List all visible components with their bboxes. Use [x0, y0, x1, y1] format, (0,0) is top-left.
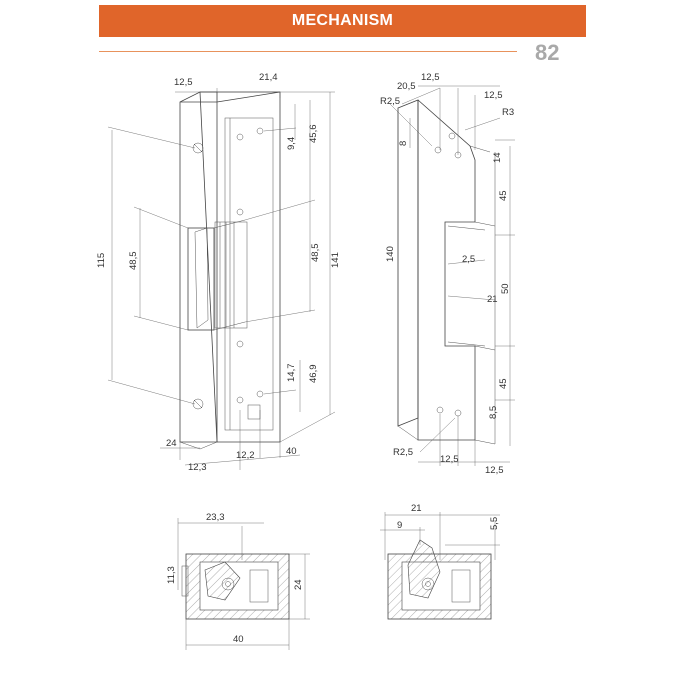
front-view — [108, 88, 335, 470]
dim-section-height-small: 5,5 — [489, 516, 500, 530]
dim-offset-14: 14 — [492, 152, 503, 163]
dim-keeper-height-left: 48,5 — [128, 251, 139, 270]
section-left — [178, 518, 310, 650]
dim-overall-height: 141 — [330, 252, 341, 268]
dim-side-top-a: 12,5 — [421, 72, 440, 83]
dim-slot-50: 50 — [500, 283, 511, 294]
dim-offset-8-5: 8,5 — [488, 405, 499, 419]
dim-top-width-left: 12,5 — [174, 77, 193, 88]
dim-bottom-total: 40 — [286, 446, 297, 457]
dim-side-top-b: 20,5 — [397, 81, 416, 92]
dim-section-height-left: 11,3 — [166, 566, 177, 584]
dim-slot-21: 21 — [487, 294, 498, 305]
dim-screw-span: 115 — [96, 252, 107, 268]
dim-section-width-top: 23,3 — [206, 512, 225, 523]
dim-top-width-right: 21,4 — [259, 72, 278, 83]
dim-bottom-to-screw: 46,9 — [308, 364, 319, 383]
dim-section-width-bottom: 40 — [233, 634, 244, 645]
dim-bottom-mid: 12,2 — [236, 450, 255, 461]
dim-span-45-top: 45 — [498, 190, 509, 201]
dim-span-45-bottom: 45 — [498, 378, 509, 389]
dim-side-bottom-b: 12,5 — [485, 465, 504, 476]
dim-overall-140: 140 — [385, 246, 396, 262]
dim-radius-bottom: R2,5 — [393, 447, 414, 458]
dim-section-height-right: 24 — [293, 579, 304, 590]
dim-radius-top-right: R3 — [502, 107, 515, 118]
dim-side-bottom-a: 12,5 — [440, 454, 459, 465]
page-number: 82 — [535, 40, 560, 65]
dim-depth-2-5: 2,5 — [462, 254, 476, 265]
dim-section-width-top-right: 21 — [411, 503, 422, 514]
dim-radius-top-left: R2,5 — [380, 96, 401, 107]
dim-side-top-c: 12,5 — [484, 90, 503, 101]
dim-section-width-small: 9 — [397, 520, 403, 531]
dim-screw-offset: 9,4 — [286, 136, 297, 150]
dim-bottom-left: 12,3 — [188, 462, 207, 473]
page-title: MECHANISM — [291, 12, 394, 29]
dim-offset-8: 8 — [398, 140, 409, 146]
dim-lower-screw-offset: 14,7 — [286, 363, 297, 382]
dim-bottom-depth: 24 — [166, 438, 177, 449]
dim-keeper-height-right: 48,5 — [310, 243, 321, 262]
dim-top-to-screw: 45,6 — [308, 124, 319, 143]
